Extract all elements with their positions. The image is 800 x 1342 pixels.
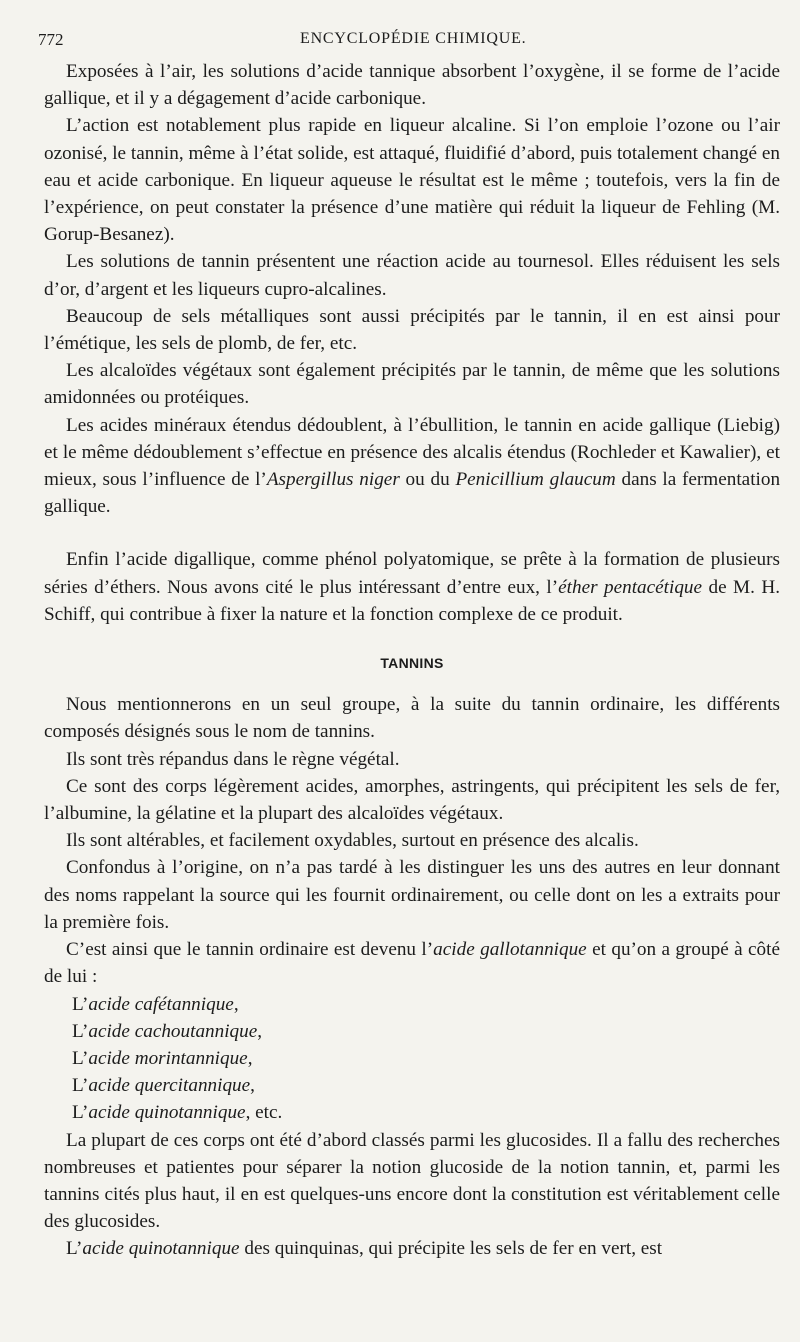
page-number: 772 bbox=[38, 30, 64, 49]
paragraph-gap bbox=[44, 520, 780, 546]
text-run: , bbox=[247, 1047, 253, 1069]
acid-list-item bbox=[44, 991, 780, 1018]
italic-term: acide quercitannique bbox=[88, 1075, 251, 1097]
paragraph-gallotannic bbox=[44, 936, 780, 990]
text-run: , etc. bbox=[245, 1102, 283, 1124]
text-run: dans la fermentation gallique. bbox=[44, 469, 781, 518]
page-body bbox=[44, 58, 780, 1263]
text-run: de M. H. Schiff, qui contribue à fixer la nature et la fonction complexe de ce produit. bbox=[44, 576, 781, 625]
italic-term: acide morintannique bbox=[88, 1047, 248, 1069]
italic-term: éther pentacétique bbox=[558, 576, 703, 598]
text-run: des quinquinas, qui précipite les sels de fer en vert, est bbox=[239, 1238, 663, 1260]
text-run: L’ bbox=[72, 1075, 89, 1097]
italic-term: acide cafétannique bbox=[88, 993, 234, 1015]
text-run: , bbox=[233, 993, 239, 1015]
paragraph-tannins-properties: Ce sont des corps légèrement acides, amorphes, astringents, qui précipitent les sels de fer, l’albumine, la gélatine et la plupart des alcaloïdes végétaux. bbox=[44, 775, 780, 825]
paragraph-digallic-acid bbox=[44, 546, 780, 628]
italic-term: Aspergillus niger bbox=[266, 469, 400, 491]
paragraph-ozone: L’action est notablement plus rapide en liqueur alcaline. Si l’on emploie l’ozone ou l’air ozonisé, le tannin, même à l’état solide, est attaqué, fluidifié d’abord, puis totalement changé en eau et acide carbonique. En liqueur aqueuse le résultat est le même ; toutefois, vers la fin de l’expérience, on peut constater la présence d’une matière qui réduit la liqueur de Fehling (M. Gorup-Besanez). bbox=[44, 115, 780, 246]
paragraph-alkaloids: Les alcaloïdes végétaux sont également précipités par le tannin, de même que les solutions amidonnées ou protéiques. bbox=[44, 360, 780, 409]
italic-term: acide quinotannique bbox=[82, 1238, 240, 1260]
text-run: C’est ainsi que le tannin ordinaire est devenu l’ bbox=[66, 939, 434, 961]
paragraph-tannins-widespread: Ils sont très répandus dans le règne végétal. bbox=[66, 748, 400, 770]
italic-term: Penicillium glaucum bbox=[455, 469, 616, 491]
paragraph-tannins-alterable: Ils sont altérables, et facilement oxydables, surtout en présence des alcalis. bbox=[66, 830, 639, 852]
italic-term: acide quinotannique bbox=[88, 1102, 246, 1124]
text-run: Les acides minéraux étendus dédoublent, à l’ébullition, le tannin en acide gallique (Liebig) et le même dédoublement s’effectue en présence des alcalis étendus (Rochleder et Kawalier), et mieux, sous l’influence de l’ bbox=[44, 414, 780, 491]
text-run: L’ bbox=[66, 1238, 83, 1260]
text-run: , bbox=[250, 1075, 255, 1097]
text-run: L’ bbox=[72, 993, 89, 1015]
text-run: Enfin l’acide digallique, comme phénol polyatomique, se prête à la formation de plusieurs séries d’éthers. Nous avons cité le plus intéressant d’entre eux, l’ bbox=[44, 549, 780, 598]
running-head: ENCYCLOPÉDIE CHIMIQUE. bbox=[300, 30, 527, 47]
text-run: , bbox=[257, 1020, 263, 1042]
section-title: TANNINS bbox=[380, 655, 444, 672]
paragraph-glucosides: La plupart de ces corps ont été d’abord classés parmi les glucosides. Il a fallu des recherches nombreuses et patientes pour séparer la notion glucoside de la notion tannin, et, parmi les tannins cités plus haut, il en est quelques-uns encore dont la constitution est véritablement celle des glucosides. bbox=[44, 1129, 780, 1233]
text-run: L’ bbox=[72, 1020, 89, 1042]
paragraph-metallic-salts: Beaucoup de sels métalliques sont aussi précipités par le tannin, il en est ainsi pour l’émétique, les sels de plomb, de fer, etc. bbox=[44, 305, 780, 355]
text-run: ou du bbox=[399, 469, 456, 491]
paragraph-quinotannic bbox=[44, 1235, 780, 1262]
text-run: L’ bbox=[72, 1047, 89, 1069]
italic-term: acide cachoutannique bbox=[88, 1020, 258, 1042]
text-run: L’ bbox=[72, 1102, 89, 1124]
acid-list-item bbox=[44, 1072, 780, 1099]
paragraph-mineral-acids bbox=[44, 412, 780, 521]
paragraph-tannins-group: Nous mentionnerons en un seul groupe, à la suite du tannin ordinaire, les différents composés désignés sous le nom de tannins. bbox=[44, 694, 780, 743]
page-header bbox=[38, 30, 780, 54]
paragraph-tannins-names: Confondus à l’origine, on n’a pas tardé à les distinguer les uns des autres en leur donnant des noms rappelant la source qui les fournit ordinairement, ou celle dont on les a extraits pour la première fois. bbox=[44, 857, 780, 933]
acid-list-item bbox=[44, 1099, 780, 1126]
text-run: et qu’on a groupé à côté de lui : bbox=[44, 939, 780, 988]
italic-term: acide gallotannique bbox=[433, 939, 587, 961]
paragraph-acid-reaction: Les solutions de tannin présentent une réaction acide au tournesol. Elles réduisent les sels d’or, d’argent et les liqueurs cupro-alcalines. bbox=[44, 251, 780, 300]
acid-list-item bbox=[44, 1045, 780, 1072]
acid-list-item bbox=[44, 1018, 780, 1045]
paragraph-oxygen: Exposées à l’air, les solutions d’acide tannique absorbent l’oxygène, il se forme de l’acide gallique, et il y a dégagement d’acide carbonique. bbox=[44, 61, 780, 110]
